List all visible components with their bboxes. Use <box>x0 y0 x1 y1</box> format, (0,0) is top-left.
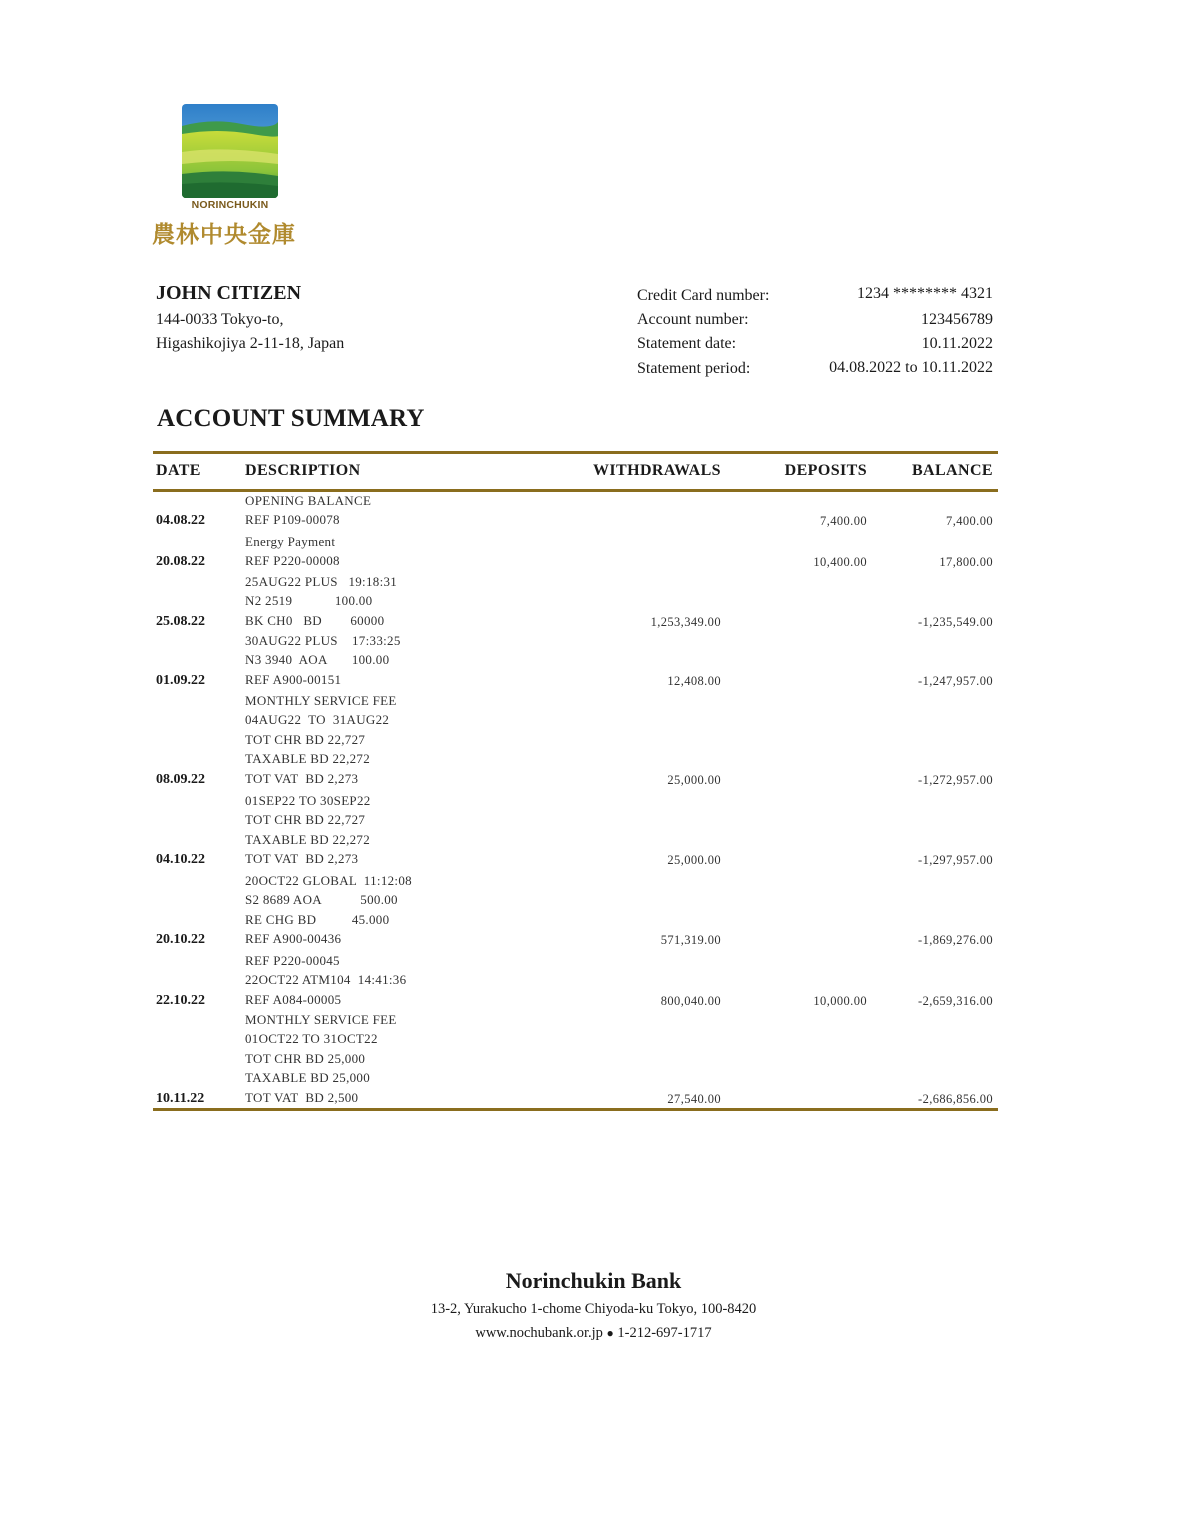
transaction-date: 04.10.22 <box>156 852 205 868</box>
statement-date-label: Statement date: <box>637 335 737 352</box>
transaction-description-line: REF A900-00151 <box>245 671 342 687</box>
transaction-balance: 17,800.00 <box>939 555 993 570</box>
transaction-description-line: OPENING BALANCE <box>245 493 372 508</box>
transaction-description-line: REF P220-00045 <box>245 953 340 968</box>
transaction-description-line: 04AUG22 TO 31AUG22 <box>245 712 390 728</box>
transaction-balance: -1,869,276.00 <box>918 933 993 948</box>
transaction-description-line: BK CH0 BD 60000 <box>245 612 385 628</box>
statement-period-label: Statement period: <box>637 360 751 377</box>
table-top-rule <box>153 451 998 454</box>
table-header-rule <box>153 489 998 492</box>
transaction-description-line: MONTHLY SERVICE FEE <box>245 1012 397 1027</box>
account-number-value: 123456789 <box>921 311 993 328</box>
column-header-date: DATE <box>156 462 201 479</box>
footer-contact <box>0 1325 1187 1342</box>
transaction-date: 20.08.22 <box>156 554 205 570</box>
customer-name: JOHN CITIZEN <box>156 282 302 304</box>
transaction-description-line: 01SEP22 TO 30SEP22 <box>245 793 371 808</box>
footer-bank-name: Norinchukin Bank <box>505 1268 682 1293</box>
transaction-date: 10.11.22 <box>156 1090 205 1106</box>
customer-address-line1: 144-0033 Tokyo-to, <box>156 311 284 328</box>
section-title: ACCOUNT SUMMARY <box>157 405 425 432</box>
transaction-balance: 7,400.00 <box>946 514 993 529</box>
table-bottom-rule <box>153 1108 998 1111</box>
statement-period-value: 04.08.2022 to 10.11.2022 <box>829 359 993 376</box>
transaction-withdrawal: 25,000.00 <box>667 853 721 868</box>
account-number-label: Account number: <box>637 311 749 328</box>
transaction-description-line: 22OCT22 ATM104 14:41:36 <box>245 972 407 988</box>
transaction-deposit: 10,000.00 <box>813 993 867 1008</box>
transaction-description-line: TAXABLE BD 22,272 <box>245 751 371 767</box>
transaction-description-line: TAXABLE BD 22,272 <box>245 831 371 847</box>
transaction-description-line: REF P109-00078 <box>245 512 340 528</box>
credit-card-number-label: Credit Card number: <box>637 287 770 304</box>
logo-name-english: NORINCHUKIN <box>191 199 269 211</box>
transaction-withdrawal: 25,000.00 <box>667 772 721 787</box>
transaction-balance: -1,247,957.00 <box>918 673 993 688</box>
transaction-description-line: TOT VAT BD 2,273 <box>245 851 359 867</box>
transaction-deposit: 10,400.00 <box>813 555 867 570</box>
customer-address-line2: Higashikojiya 2-11-18, Japan <box>156 335 345 352</box>
transaction-withdrawal: 1,253,349.00 <box>650 614 721 629</box>
footer-website[interactable]: www.nochubank.or.jp <box>475 1325 603 1341</box>
transaction-date: 22.10.22 <box>156 992 205 1008</box>
transaction-withdrawal: 27,540.00 <box>667 1091 721 1106</box>
credit-card-number-value: 1234 ******** 4321 <box>857 285 993 302</box>
transaction-description-line: S2 8689 AOA 500.00 <box>245 892 398 908</box>
column-header-withdrawals: WITHDRAWALS <box>593 462 721 479</box>
logo-name-japanese: 農林中央金庫 <box>152 221 296 248</box>
transaction-date: 04.08.22 <box>156 513 205 529</box>
transaction-description-line: TOT VAT BD 2,273 <box>245 770 359 786</box>
transaction-withdrawal: 800,040.00 <box>660 993 721 1008</box>
transaction-description-line: 25AUG22 PLUS 19:18:31 <box>245 574 398 589</box>
transaction-date: 01.09.22 <box>156 672 205 688</box>
transaction-description-line: N2 2519 100.00 <box>245 593 373 609</box>
transaction-description-line: TOT CHR BD 25,000 <box>245 1050 366 1066</box>
transaction-balance: -2,686,856.00 <box>918 1091 993 1106</box>
transaction-description-line: TAXABLE BD 25,000 <box>245 1070 371 1086</box>
transaction-balance: -2,659,316.00 <box>918 993 993 1008</box>
transaction-description-line: N3 3940 AOA 100.00 <box>245 652 390 668</box>
transaction-description-line: 01OCT22 TO 31OCT22 <box>245 1031 378 1047</box>
column-header-balance: BALANCE <box>911 462 993 479</box>
transaction-withdrawal: 571,319.00 <box>660 933 721 948</box>
footer-address: 13-2, Yurakucho 1-chome Chiyoda-ku Tokyo, 100-8420 <box>430 1301 757 1317</box>
transaction-description-line: TOT CHR BD 22,727 <box>245 731 366 747</box>
bank-logo <box>182 104 278 198</box>
transaction-description-line: Energy Payment <box>245 534 336 549</box>
transaction-date: 08.09.22 <box>156 771 205 787</box>
transaction-description-line: TOT CHR BD 22,727 <box>245 812 366 828</box>
transaction-balance: -1,235,549.00 <box>918 614 993 629</box>
transaction-description-line: REF A900-00436 <box>245 931 342 947</box>
transaction-date: 25.08.22 <box>156 613 205 629</box>
transaction-description-line: TOT VAT BD 2,500 <box>245 1089 359 1105</box>
transaction-date: 20.10.22 <box>156 932 205 948</box>
transaction-balance: -1,272,957.00 <box>918 772 993 787</box>
transaction-deposit: 7,400.00 <box>820 514 867 529</box>
transaction-description-line: MONTHLY SERVICE FEE <box>245 693 397 708</box>
footer-phone: 1-212-697-1717 <box>617 1325 712 1341</box>
transaction-balance: -1,297,957.00 <box>918 853 993 868</box>
transaction-withdrawal: 12,408.00 <box>667 673 721 688</box>
transaction-description-line: REF A084-00005 <box>245 991 342 1007</box>
transaction-description-line: 30AUG22 PLUS 17:33:25 <box>245 633 401 648</box>
column-header-deposits: DEPOSITS <box>784 462 867 479</box>
footer-separator: ● <box>606 1326 614 1340</box>
column-header-description: DESCRIPTION <box>245 462 361 479</box>
statement-date-value: 10.11.2022 <box>921 335 993 352</box>
transaction-description-line: RE CHG BD 45.000 <box>245 911 390 927</box>
transaction-description-line: REF P220-00008 <box>245 553 340 569</box>
transaction-description-line: 20OCT22 GLOBAL 11:12:08 <box>245 873 412 888</box>
